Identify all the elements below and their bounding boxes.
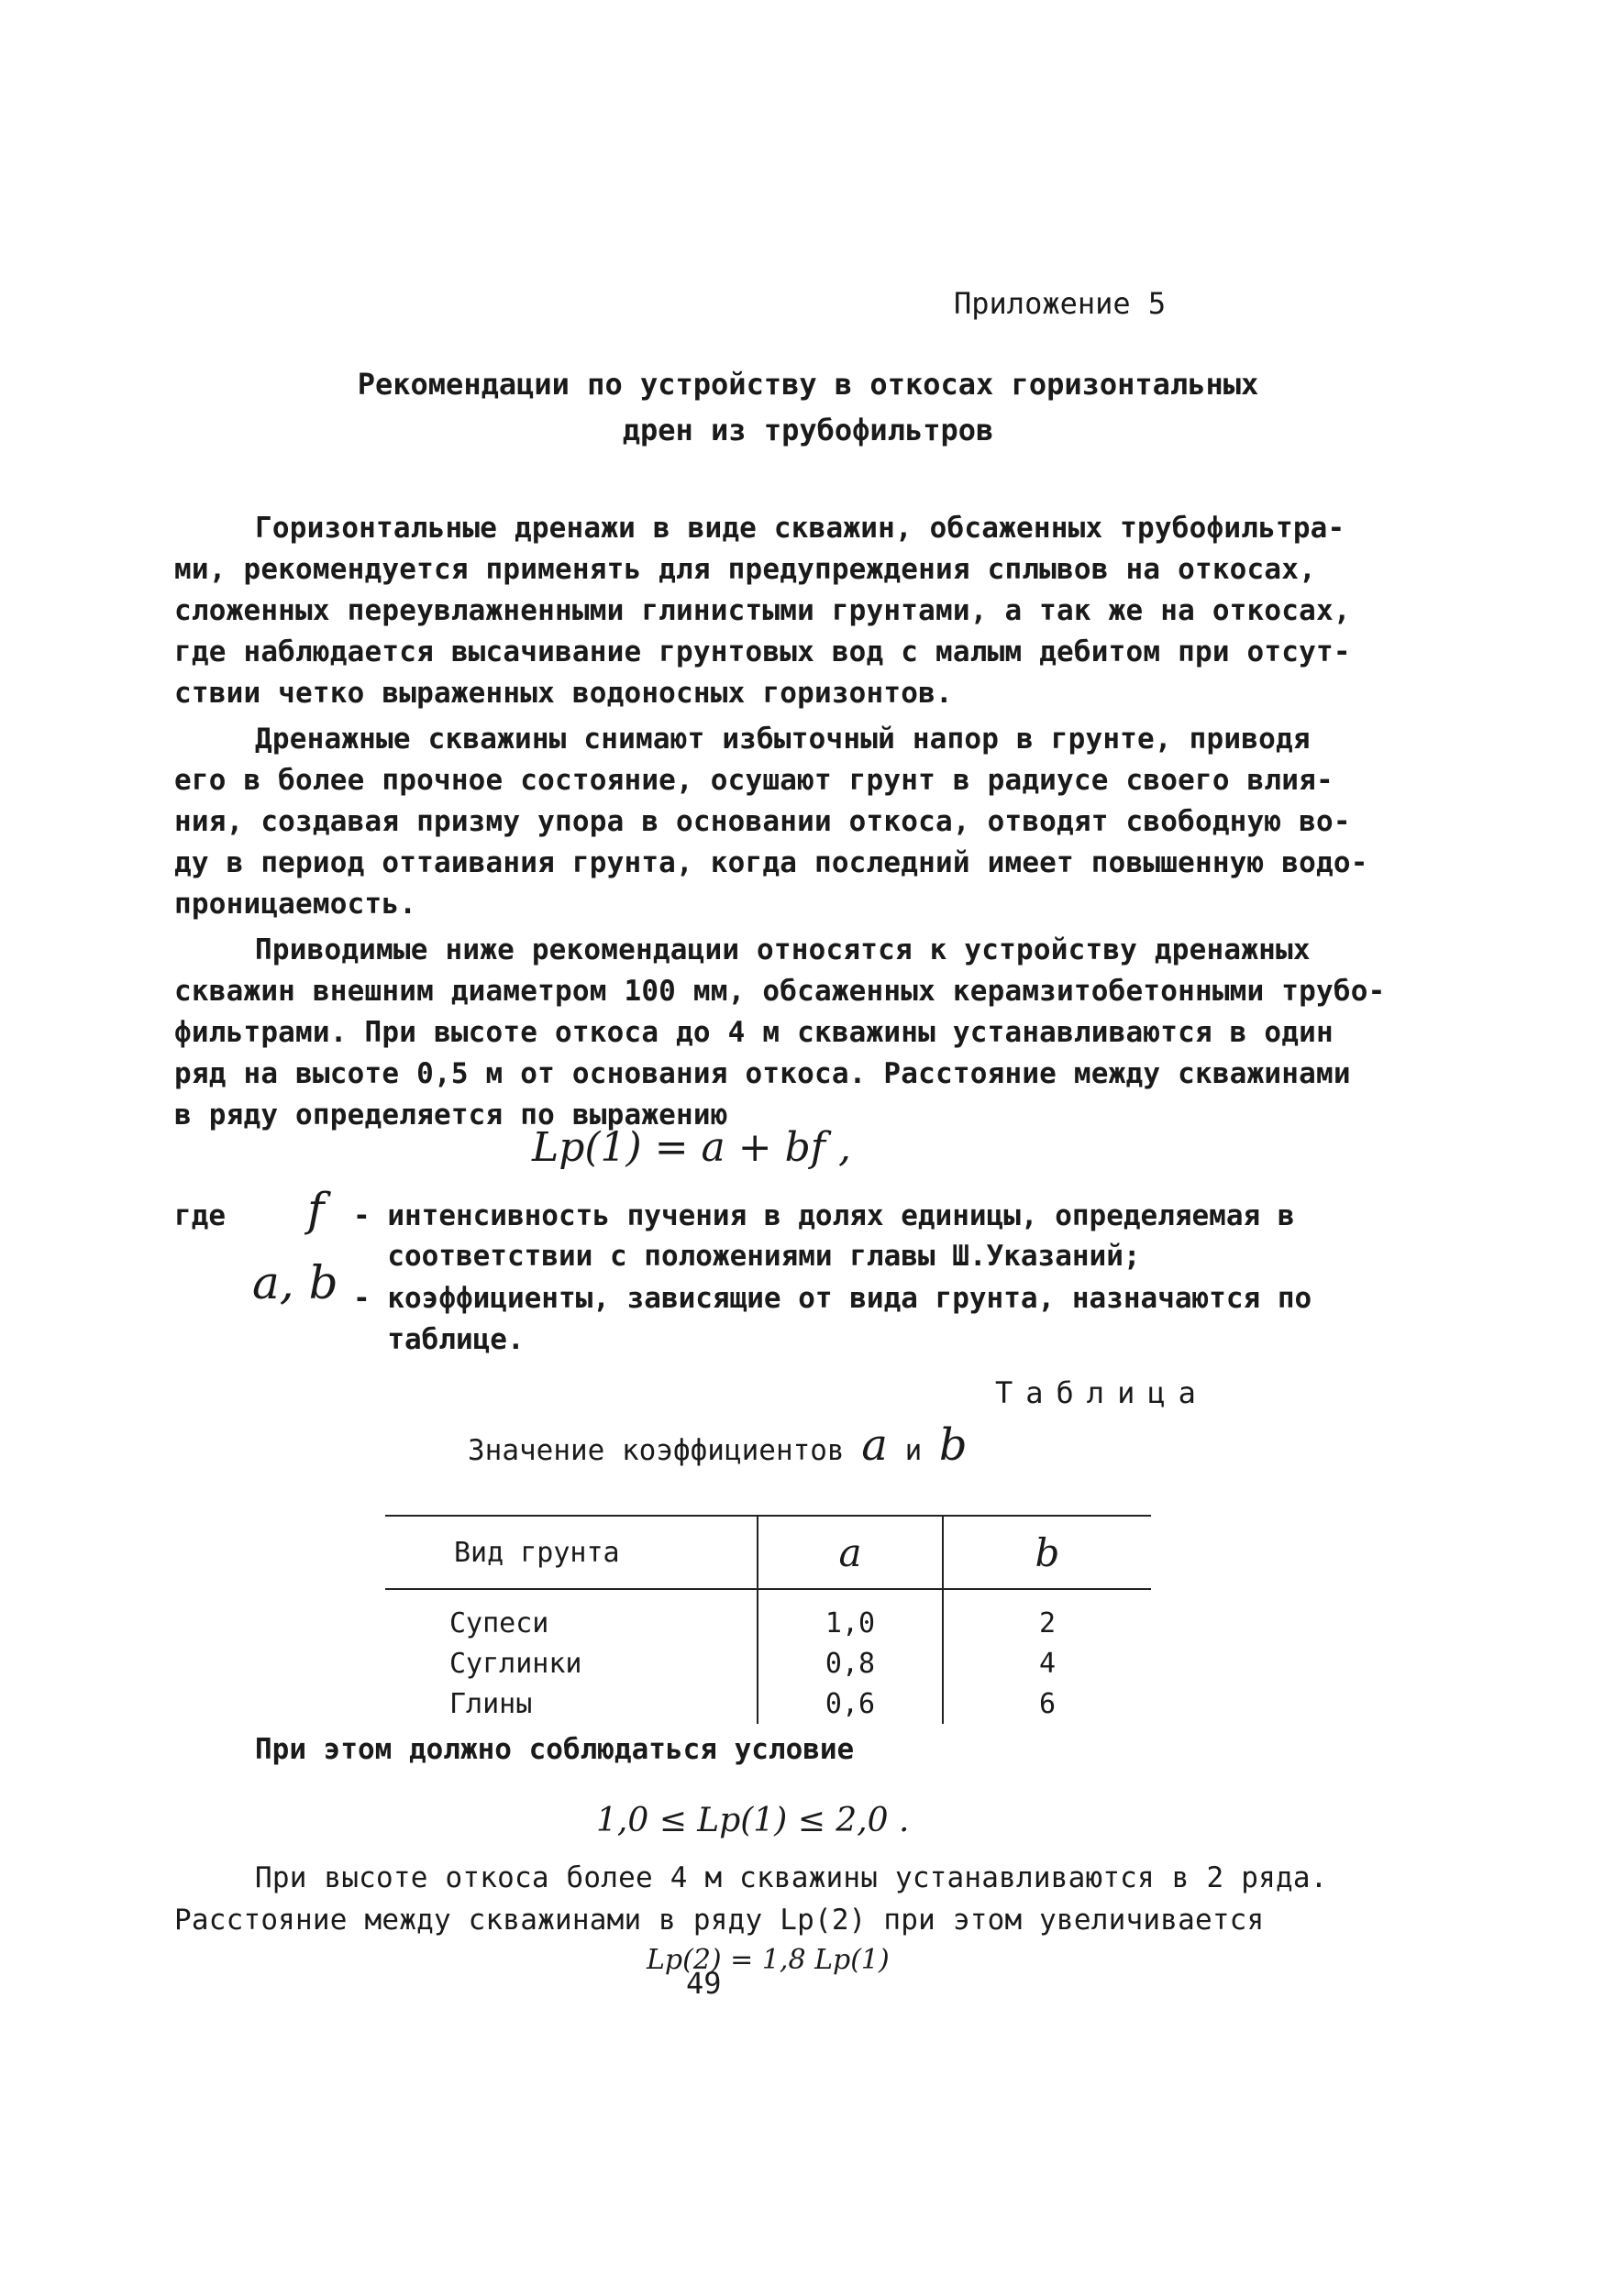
paragraph-3-line: фильтрами. При высоте откоса до 4 м скважины устанавливаются в один [174,1016,1334,1049]
paragraph-3-line: в ряду определяется по выражению [174,1098,728,1131]
condition-text: При этом должно соблюдаться условие [255,1733,855,1766]
paragraph-1-line: сложенных переувлажненными глинистыми грунтами, а так же на откосах, [174,594,1351,627]
table-row [385,1589,1151,1643]
document-title-line-2: дрен из трубофильтров [622,413,994,447]
symbol-ab: a, b [252,1256,338,1309]
header-a: a [758,1516,943,1589]
document-title-line-1: Рекомендации по устройству в откосах горизонтальных [357,367,1259,402]
paragraph-3-line: Приводимые ниже рекомендации относятся к устройству дренажных [255,933,1311,966]
cell-b: 6 [943,1683,1151,1724]
table-title-and: и [904,1434,923,1467]
formula-row-spacing: Lр(1) = a + bf , [532,1124,852,1171]
table-title-b: b [938,1419,968,1471]
cell-a: 1,0 [758,1589,943,1643]
cell-soil: Супеси [449,1606,549,1639]
coefficients-table [385,1515,1151,1724]
paragraph-2-line: ния, создавая призму упора в основании откоса, отводят свободную во- [174,805,1351,838]
formula-two-rows: Lр(2) = 1,8 Lр(1) [647,1944,890,1976]
table-title-a: a [861,1419,888,1471]
page-number: 49 [686,1966,722,2001]
header-soil-type: Вид грунта [454,1536,620,1569]
where-label: где [174,1199,226,1232]
paragraph-4-line: При высоте откоса более 4 м скважины устанавливаются в 2 ряда. [255,1861,1328,1894]
paragraph-1-line: ствии четко выраженных водоносных горизонтов. [174,677,953,710]
formula-condition: 1,0 ≤ Lр(1) ≤ 2,0 . [596,1802,910,1839]
table-row [385,1643,1151,1683]
appendix-label: Приложение 5 [954,286,1167,321]
cell-a: 0,6 [758,1683,943,1724]
cell-soil: Глины [449,1687,533,1720]
definition-ab-line: - коэффициенты, зависящие от вида грунта, назначаются по [353,1282,1312,1315]
header-b: b [943,1516,1151,1589]
paragraph-3-line: скважин внешним диаметром 100 мм, обсаженных керамзитобетонными трубо- [174,975,1386,1008]
cell-b: 2 [943,1589,1151,1643]
paragraph-3-line: ряд на высоте 0,5 м от основания откоса. Расстояние между скважинами [174,1057,1351,1090]
table-caption: Таблица [995,1375,1209,1410]
paragraph-1-line: где наблюдается высачивание грунтовых вод с малым дебитом при отсут- [174,635,1351,668]
table-title-text: Значение коэффициентов [468,1434,845,1467]
paragraph-2-line: проницаемость. [174,888,417,921]
table-row [385,1683,1151,1724]
cell-b: 4 [943,1643,1151,1683]
definition-f-line: соответствии с положениями главы Ш.Указаний; [353,1240,1141,1273]
table-title [468,1419,968,1471]
cell-a: 0,8 [758,1643,943,1683]
table-header-row [385,1516,1151,1589]
symbol-f: f [307,1183,325,1236]
paragraph-2-line: ду в период оттаивания грунта, когда последний имеет повышенную водо- [174,846,1368,879]
definition-ab-line: таблице. [353,1323,525,1356]
definition-f-line: - интенсивность пучения в долях единицы, определяемая в [353,1199,1295,1232]
paragraph-2-line: Дренажные скважины снимают избыточный напор в грунте, приводя [255,723,1311,756]
paragraph-4-line: Расстояние между скважинами в ряду Lр(2) при этом увеличивается [174,1904,1265,1937]
paragraph-1-line: ми, рекомендуется применять для предупреждения сплывов на откосах, [174,553,1316,586]
paragraph-1-line: Горизонтальные дренажи в виде скважин, обсаженных трубофильтра- [255,512,1345,545]
paragraph-2-line: его в более прочное состояние, осушают грунт в радиусе своего влия- [174,764,1334,797]
cell-soil: Суглинки [449,1647,582,1680]
